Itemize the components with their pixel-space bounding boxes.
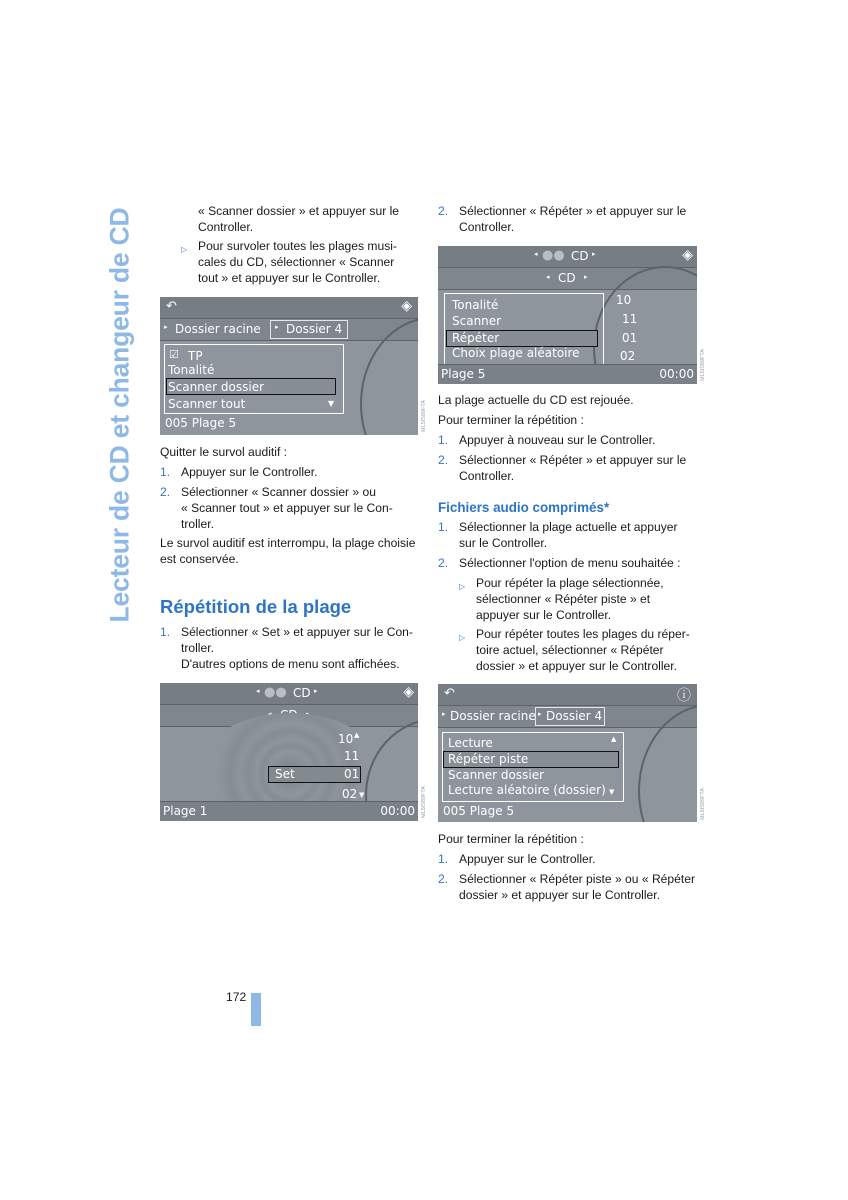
current-track: Plage 5 (441, 367, 486, 381)
step-text: troller. (181, 516, 214, 531)
step-text: « Scanner tout » et appuyer sur le Con- (181, 500, 393, 515)
audio-step-1 (438, 520, 718, 552)
screen-repeat-audio (438, 684, 697, 822)
figure-code: ML5IS89FTA (700, 788, 706, 820)
step-number: 1. (438, 520, 449, 534)
audio-step-2 (438, 556, 718, 572)
chevron-right-icon: ▸ (275, 323, 279, 331)
page-marker-bar (251, 993, 261, 1026)
scroll-down-icon[interactable]: ▼ (609, 788, 615, 796)
breadcrumb-folder[interactable]: Dossier 4 (546, 709, 603, 723)
tip-line: Pour survoler toutes les plages musi- (198, 239, 397, 253)
screen-header (438, 246, 697, 268)
tip-line: Pour répéter toutes les plages du réper- (476, 627, 690, 641)
end2-step-2 (438, 872, 718, 904)
step-text: sur le Controller. (459, 535, 548, 550)
tip-line: Pour répéter la plage sélectionnée, (476, 576, 664, 590)
screen-set-dial (160, 683, 418, 821)
menu-item-scanner-dossier[interactable]: Scanner dossier (448, 768, 545, 782)
end-label-text: Pour terminer la répétition : (438, 832, 584, 846)
chevron-right-icon: ▸ (592, 250, 596, 258)
end-step-2 (438, 453, 718, 485)
menu-item-lecture-aleatoire[interactable]: Lecture aléatoire (dossier) (448, 783, 606, 797)
step-number: 1. (438, 433, 449, 447)
intro-line: Controller. (198, 219, 254, 234)
scroll-up-icon[interactable]: ▲ (611, 735, 617, 743)
quit-label: Quitter le survol auditif : (160, 445, 288, 459)
subsection-title: Fichiers audio comprimés* (438, 500, 610, 515)
source-subtitle: CD (558, 271, 576, 285)
audio-tip-2 (459, 627, 719, 674)
audio-tip-1 (459, 576, 719, 623)
step-text: Sélectionner la plage actuelle et appuyer (459, 520, 678, 534)
chevron-right-icon: ▸ (584, 273, 588, 281)
triangle-bullet-icon: ▷ (181, 245, 188, 254)
step-number: 2. (438, 453, 449, 467)
end-label (438, 413, 718, 429)
elapsed-time: 00:00 (659, 367, 694, 381)
step-number: 1. (438, 852, 449, 866)
tip-line: dossier » et appuyer sur le Controller. (476, 658, 677, 673)
set-option[interactable]: Set (275, 767, 295, 781)
current-track: Plage 1 (163, 804, 208, 818)
side-title (105, 207, 135, 622)
step-text: Appuyer sur le Controller. (459, 852, 596, 866)
chevron-right-icon: ▸ (538, 710, 542, 718)
scroll-down-icon[interactable]: ▼ (328, 399, 335, 408)
current-track: 005 Plage 5 (443, 804, 515, 818)
interrupt-paragraph (160, 536, 430, 568)
back-icon[interactable]: ↶ (444, 686, 455, 701)
chevron-right-icon: ▸ (442, 710, 446, 718)
tip-line: cales du CD, sélectionner « Scanner (198, 254, 395, 269)
controller-icon: ◈ (403, 684, 414, 700)
end-label-2 (438, 832, 718, 848)
info-icon: ⓘ (677, 688, 691, 704)
quit-step-1 (160, 465, 415, 481)
menu-item-scanner-tout[interactable]: Scanner tout (168, 397, 246, 411)
track-number: 02 (620, 349, 636, 363)
status-bar (438, 364, 697, 384)
current-track: 005 Plage 5 (165, 416, 237, 430)
replay-paragraph (438, 393, 718, 409)
interrupt-line: est conservée. (160, 551, 239, 566)
tip-line: appuyer sur le Controller. (476, 607, 612, 622)
breadcrumb (160, 319, 418, 341)
chevron-left-icon: ◂ (546, 273, 550, 281)
scroll-up-icon[interactable]: ▲ (354, 731, 360, 739)
chevron-right-icon: ▸ (164, 323, 168, 331)
step-number: 1. (160, 625, 171, 639)
breadcrumb-folder[interactable]: Dossier 4 (286, 322, 343, 336)
breadcrumb (438, 706, 697, 728)
step-text: Sélectionner « Répéter piste » ou « Répéter (459, 872, 695, 886)
figure-code: ML5IS89FTA (700, 349, 706, 381)
step-text: Sélectionner « Répéter » et appuyer sur le (459, 204, 687, 218)
track-number: 02 (342, 787, 358, 801)
chevron-left-icon: ◂ (256, 687, 260, 695)
track-number: 01 (622, 331, 638, 345)
controller-icon: ◈ (401, 298, 412, 314)
repeat-step-1 (160, 625, 420, 672)
step-number: 2. (438, 204, 449, 218)
disc-icon: ●● (264, 685, 287, 700)
replay-text: La plage actuelle du CD est rejouée. (438, 393, 634, 407)
figure-code: ML5IS89FTA (421, 786, 427, 818)
step-text: Appuyer à nouveau sur le Controller. (459, 433, 656, 447)
menu-item-repeter-piste[interactable]: Répéter piste (448, 752, 529, 766)
breadcrumb-root[interactable]: Dossier racine (450, 709, 536, 723)
status-bar (160, 801, 418, 821)
chevron-left-icon: ◂ (534, 250, 538, 258)
side-title-text: Lecteur de CD et changeur de CD (104, 207, 135, 622)
end-step-1 (438, 433, 718, 449)
track-number: 01 (344, 767, 360, 781)
menu-item-choix-aleatoire[interactable]: Choix plage aléatoire (452, 346, 580, 360)
step-number: 1. (160, 465, 171, 479)
step-text: Controller. (459, 468, 515, 483)
screen-header (438, 684, 697, 706)
figure-code: ML5IS89FTA (421, 400, 427, 432)
menu-item-lecture[interactable]: Lecture (448, 736, 493, 750)
intro-line: « Scanner dossier » et appuyer sur le (198, 204, 400, 218)
right-step-2 (438, 204, 713, 236)
menu-item-scanner-dossier[interactable]: Scanner dossier (168, 380, 265, 394)
quit-section (160, 445, 415, 461)
intro-paragraph (198, 204, 413, 236)
step-text: troller. (181, 640, 214, 655)
end-label-text: Pour terminer la répétition : (438, 413, 584, 427)
step-text: Sélectionner « Scanner dossier » ou (181, 485, 376, 499)
back-icon[interactable]: ↶ (166, 299, 177, 314)
triangle-bullet-icon: ▷ (459, 582, 466, 591)
menu-item-scanner[interactable]: Scanner (452, 314, 502, 328)
step-text: D'autres options de menu sont affichées. (181, 656, 400, 671)
step-text: Appuyer sur le Controller. (181, 465, 318, 479)
source-title: CD (571, 249, 589, 263)
step-text: Sélectionner « Set » et appuyer sur le Con- (181, 625, 413, 639)
track-number: 11 (622, 312, 638, 326)
end2-step-1 (438, 852, 718, 868)
screen-header (160, 297, 418, 319)
menu-item-tonalite[interactable]: Tonalité (168, 363, 215, 377)
tip-scanner-tout (181, 239, 413, 286)
tip-line: tout » et appuyer sur le Controller. (198, 270, 381, 285)
menu-item-tp[interactable]: TP (188, 349, 203, 363)
track-number: 10 (616, 293, 632, 307)
menu-item-tonalite[interactable]: Tonalité (452, 298, 499, 312)
step-number: 2. (160, 485, 171, 499)
menu-item-repeter[interactable]: Répéter (452, 331, 500, 345)
step-text: Controller. (459, 219, 515, 234)
chevron-right-icon: ▸ (314, 687, 318, 695)
elapsed-time: 00:00 (380, 804, 415, 818)
scroll-down-icon[interactable]: ▼ (359, 791, 365, 799)
tip-line: toire actuel, sélectionner « Répéter (476, 642, 664, 657)
screen-repeat-menu (438, 246, 697, 384)
breadcrumb-root[interactable]: Dossier racine (175, 322, 261, 336)
step-number: 2. (438, 556, 449, 570)
section-title: Répétition de la plage (160, 596, 352, 617)
tip-line: sélectionner « Répéter piste » et (476, 591, 651, 606)
disc-icon: ●● (542, 248, 565, 263)
step-text: Sélectionner « Répéter » et appuyer sur le (459, 453, 687, 467)
source-title: CD (293, 686, 311, 700)
interrupt-line: Le survol auditif est interrompu, la plage choisie (160, 536, 416, 550)
screen-scan-menu (160, 297, 418, 435)
triangle-bullet-icon: ▷ (459, 633, 466, 642)
quit-step-2 (160, 485, 415, 532)
page-number: 172 (226, 990, 247, 1004)
screen-header (160, 683, 418, 705)
controller-icon: ◈ (682, 247, 693, 263)
track-number: 11 (344, 749, 360, 763)
step-number: 2. (438, 872, 449, 886)
checkbox-checked-icon[interactable]: ☑ (169, 348, 179, 361)
track-number: 10 (338, 732, 354, 746)
step-text: dossier » et appuyer sur le Controller. (459, 887, 660, 902)
step-text: Sélectionner l'option de menu souhaitée : (459, 556, 681, 570)
